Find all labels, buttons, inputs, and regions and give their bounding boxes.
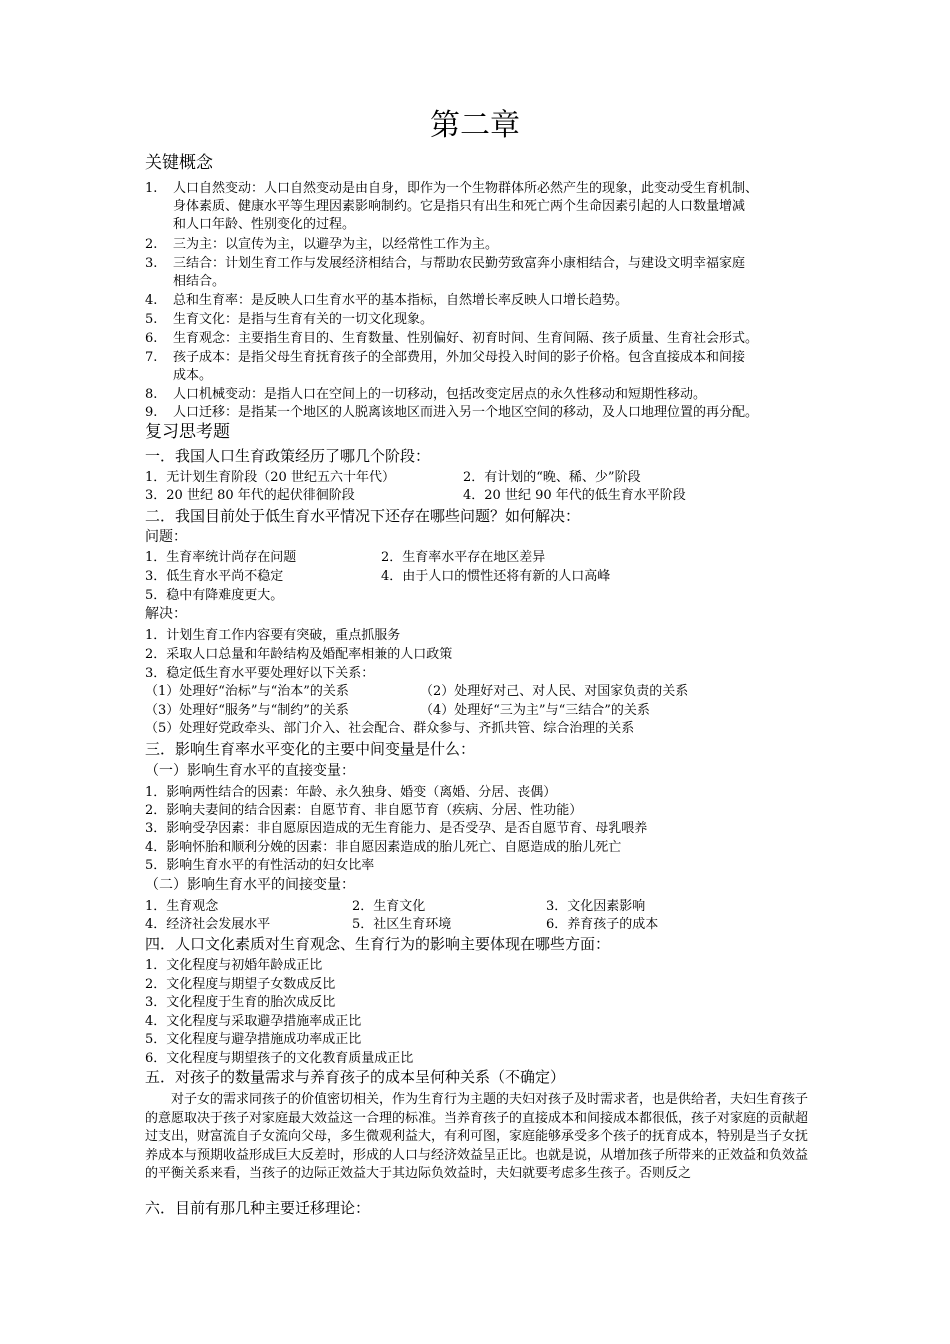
concept-number: 8.: [145, 387, 158, 402]
answer-item: 4．经济社会发展水平: [145, 917, 271, 932]
answer-item: 5．稳中有降难度更大。: [145, 588, 284, 603]
concept-number: 4.: [145, 293, 158, 308]
answer-item: （1）处理好“治标”与“治本”的关系: [145, 684, 349, 699]
concept-line: 总和生育率：是反映人口生育水平的基本指标，自然增长率反映人口增长趋势。: [173, 293, 629, 308]
answer-item: 1．生育率统计尚存在问题: [145, 550, 297, 565]
concept-line: 三结合：计划生育工作与发展经济相结合，与帮助农民勤劳致富奔小康相结合，与建设文明幸福家庭: [173, 256, 746, 271]
answer-item: （3）处理好“服务”与“制约”的关系: [145, 703, 349, 718]
concept-line: 孩子成本：是指父母生育抚育孩子的全部费用，外加父母投入时间的影子价格。包含直接成本和间接: [173, 350, 746, 365]
answer-item: 4．20 世纪 90 年代的低生育水平阶段: [463, 488, 686, 503]
answer-item: 3．稳定低生育水平要处理好以下关系：: [145, 666, 375, 681]
concept-line: 相结合。: [173, 274, 226, 289]
answer-item: 6．养育孩子的成本: [546, 917, 659, 932]
answer-item: 1．生育观念: [145, 899, 219, 914]
answer-item: 2．有计划的“晚、稀、少”阶段: [463, 470, 641, 485]
section-label: （一）影响生育水平的直接变量：: [145, 763, 355, 779]
answer-item: 1．无计划生育阶段（20 世纪五六十年代）: [145, 470, 395, 485]
answer-item: 3．文化程度于生育的胎次成反比: [145, 995, 336, 1010]
answer-item: 2．采取人口总量和年龄结构及婚配率相兼的人口政策: [145, 647, 453, 662]
answer-item: 4．由于人口的惯性还将有新的人口高峰: [381, 569, 611, 584]
answer-item: 3．低生育水平尚不稳定: [145, 569, 284, 584]
section-label: （二）影响生育水平的间接变量：: [145, 877, 355, 893]
answer-item: 2．生育文化: [352, 899, 426, 914]
answer-item: 1．文化程度与初婚年龄成正比: [145, 958, 323, 973]
answer-paragraph: 对子女的需求同孩子的价值密切相关，作为生育行为主题的夫妇对孩子及时需求者，也是供给者，夫妇生育孩子的意愿取决于孩子对家庭最大效益这一合理的标准。当养育孩子的直接成本和间接成本都很低，孩子对家庭的贡献超过支出，财富流自子女流向父母，多生微观利益大，有利可图，家庭能够承受多个孩子的抚育成本，特别是当子女抚养成本与预期收益形成巨大反差时，形成的人口与经济效益呈正比。也就是说，从增加孩子所带来的正效益和负效益的平衡关系来看，当孩子的边际正效益大于其边际负效益时，夫妇就要考虑多生孩子。否则反之: [145, 1092, 809, 1182]
concept-number: 5.: [145, 312, 158, 327]
question-title: 三．影响生育率水平变化的主要中间变量是什么：: [145, 740, 476, 758]
answer-item: （2）处理好对己、对人民、对国家负责的关系: [420, 684, 689, 699]
chapter-title: 第二章: [430, 108, 520, 143]
answer-item: 3．影响受孕因素：非自愿原因造成的无生育能力、是否受孕、是否自愿节育、母乳喂养: [145, 821, 648, 836]
question-title: 一．我国人口生育政策经历了哪几个阶段：: [145, 447, 431, 465]
review-heading: 复习思考题: [145, 422, 230, 442]
answer-item: （5）处理好党政牵头、部门介入、社会配合、群众参与、齐抓共管、综合治理的关系: [145, 721, 635, 736]
section-label: 解决：: [145, 606, 187, 622]
concept-line: 生育文化：是指与生育有关的一切文化现象。: [173, 312, 434, 327]
concept-number: 3.: [145, 256, 158, 271]
answer-item: 5．社区生育环境: [352, 917, 452, 932]
concept-line: 成本。: [173, 368, 213, 383]
answer-item: 1．影响两性结合的因素：年龄、永久独身、婚变（离婚、分居、丧偶）: [145, 785, 557, 800]
answer-item: 2．生育率水平存在地区差异: [381, 550, 546, 565]
answer-item: 3．20 世纪 80 年代的起伏徘徊阶段: [145, 488, 355, 503]
concept-number: 7.: [145, 350, 158, 365]
question-title: 二．我国目前处于低生育水平情况下还存在哪些问题？如何解决：: [145, 507, 581, 525]
concept-line: 身体素质、健康水平等生理因素影响制约。它是指只有出生和死亡两个生命因素引起的人口数量增减: [173, 199, 746, 214]
answer-item: 4．文化程度与采取避孕措施率成正比: [145, 1014, 362, 1029]
answer-item: 5．影响生育水平的有性活动的妇女比率: [145, 858, 375, 873]
answer-item: 3．文化因素影响: [546, 899, 646, 914]
concept-number: 9.: [145, 405, 158, 420]
answer-item: （4）处理好“三为主”与“三结合”的关系: [420, 703, 650, 718]
key-concepts-heading: 关键概念: [145, 153, 213, 173]
question-title: 五．对孩子的数量需求与养育孩子的成本呈何种关系（不确定）: [145, 1068, 566, 1086]
question-title: 六．目前有那几种主要迁移理论：: [145, 1199, 371, 1217]
question-title: 四．人口文化素质对生育观念、生育行为的影响主要体现在哪些方面：: [145, 935, 611, 953]
answer-item: 2．文化程度与期望子女数成反比: [145, 977, 336, 992]
concept-line: 和人口年龄、性别变化的过程。: [173, 217, 356, 232]
concept-number: 2.: [145, 237, 158, 252]
section-label: 问题：: [145, 529, 187, 545]
concept-line: 人口自然变动：人口自然变动是由自身，即作为一个生物群体所必然产生的现象，此变动受生育机制、: [173, 181, 759, 196]
concept-line: 三为主：以宣传为主，以避孕为主，以经常性工作为主。: [173, 237, 499, 252]
concept-line: 人口机械变动：是指人口在空间上的一切移动，包括改变定居点的永久性移动和短期性移动。: [173, 387, 707, 402]
answer-item: 5．文化程度与避孕措施成功率成正比: [145, 1032, 362, 1047]
concept-number: 6.: [145, 331, 158, 346]
answer-item: 6．文化程度与期望孩子的文化教育质量成正比: [145, 1051, 414, 1066]
concept-line: 生育观念：主要指生育目的、生育数量、性别偏好、初育时间、生育间隔、孩子质量、生育社会形式。: [173, 331, 759, 346]
answer-item: 4．影响怀胎和顺利分娩的因素：非自愿因素造成的胎儿死亡、自愿造成的胎儿死亡: [145, 840, 622, 855]
answer-item: 1．计划生育工作内容要有突破，重点抓服务: [145, 628, 401, 643]
answer-item: 2．影响夫妻间的结合因素：自愿节育、非自愿节育（疾病、分居、性功能）: [145, 803, 583, 818]
concept-line: 人口迁移：是指某一个地区的人脱离该地区而进入另一个地区空间的移动，及人口地理位置的再分配。: [173, 405, 759, 420]
concept-number: 1.: [145, 181, 158, 196]
